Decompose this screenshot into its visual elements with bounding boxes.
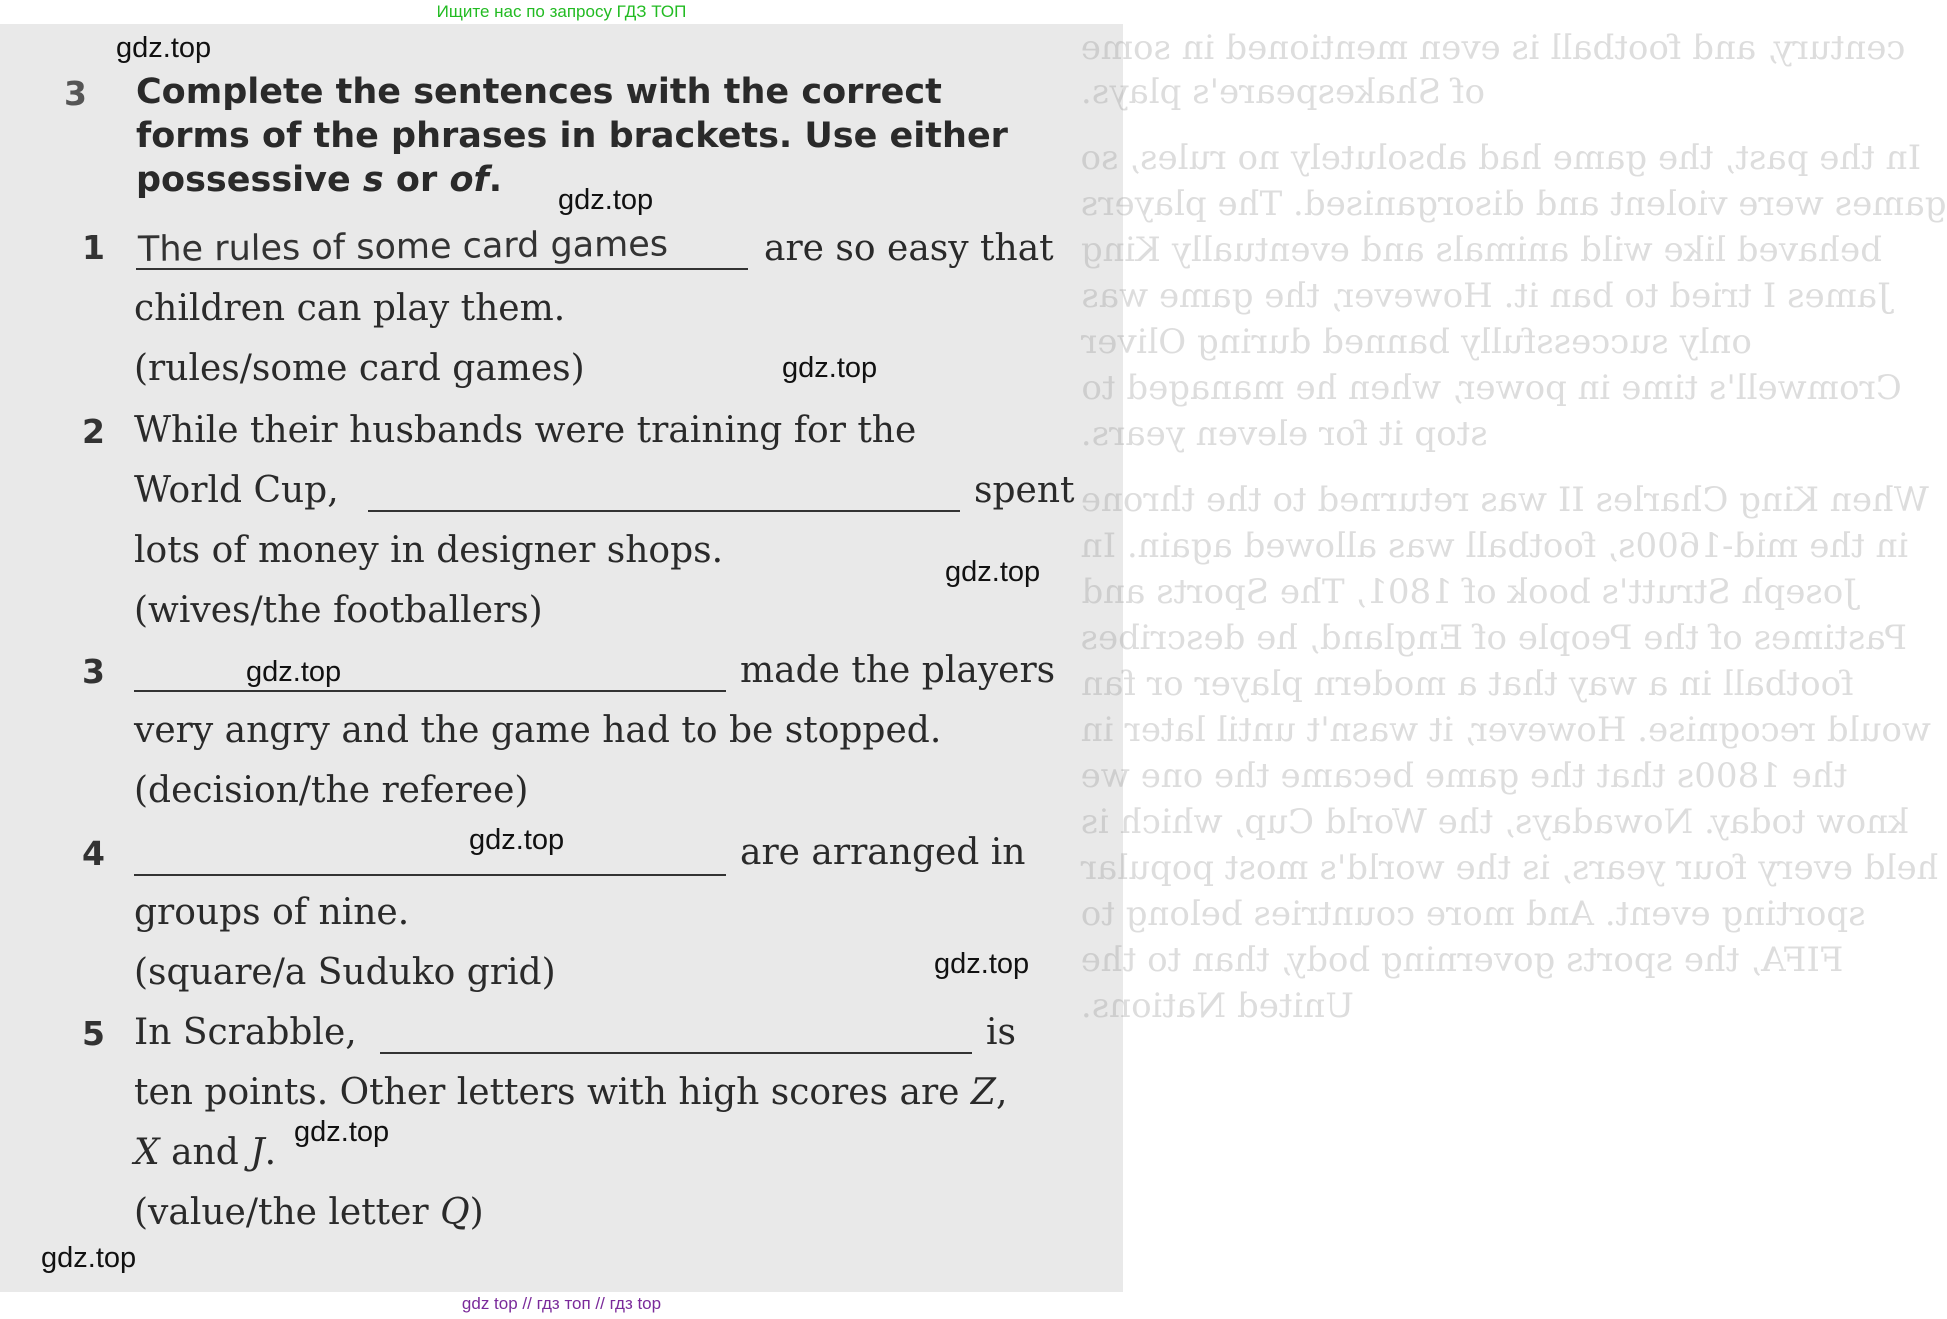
item-number-4: 4 [82, 834, 105, 873]
item-number-2: 2 [82, 412, 105, 451]
item-5-hint [134, 1192, 484, 1233]
watermark: gdz.top [246, 656, 342, 688]
item-2-hint: (wives/the footballers) [134, 590, 543, 631]
watermark: gdz.top [782, 352, 878, 384]
item-4-text: are arranged in [740, 832, 1026, 873]
watermark: gdz.top [945, 556, 1041, 588]
instruction-line: forms of the phrases in brackets. Use either [136, 116, 1008, 156]
watermark: gdz.top [294, 1116, 390, 1148]
instruction-text: or [383, 160, 450, 200]
item-number-5: 5 [82, 1014, 105, 1053]
item-5-letter-j: J [250, 1132, 265, 1173]
bleed-through-line: FIFA, the sports governing body, than to the [1081, 940, 1844, 980]
answer-blank-2[interactable] [368, 510, 960, 512]
item-5-hint-part: ) [469, 1192, 484, 1233]
bottom-banner[interactable]: gdz top // гдз топ // гдз top [461, 1294, 662, 1313]
bleed-through-line: When King Charles II was returned to the throne [1081, 480, 1929, 520]
top-banner[interactable]: Ищите нас по запросу ГДЗ ТОП [436, 2, 687, 21]
item-3-hint: (decision/the referee) [134, 770, 529, 811]
item-2-text: lots of money in designer shops. [134, 530, 724, 571]
item-5-text: In Scrabble, [134, 1012, 357, 1053]
item-5-letter-q: Q [440, 1192, 470, 1233]
item-1-text: children can play them. [134, 288, 566, 329]
item-number-3: 3 [82, 652, 105, 691]
bleed-through-line: James I tried to ban it. However, the game was [1081, 276, 1891, 316]
instruction-line: Complete the sentences with the correct [136, 72, 942, 112]
bleed-through-line: only successfully banned during Oliver [1081, 322, 1752, 362]
item-2-text: spent [974, 470, 1075, 511]
bleed-through-line: stop it for eleven years. [1081, 414, 1488, 454]
bleed-through-line: Cromwell's time in power, when he managed to [1081, 368, 1902, 408]
item-1-text: are so easy that [764, 228, 1054, 269]
bleed-through-line: In the past, the game had absolutely no rules, so [1081, 138, 1922, 178]
watermark: gdz.top [469, 824, 565, 856]
answer-blank-1[interactable] [136, 268, 748, 270]
answer-blank-4[interactable] [134, 874, 726, 876]
item-2-text: While their husbands were training for the [134, 410, 917, 451]
watermark: gdz.top [934, 948, 1030, 980]
bleed-through-line: Joseph Strutt's book of 1801, The Sports and [1081, 572, 1857, 612]
item-1-hint: (rules/some card games) [134, 348, 585, 389]
exercise-instructions [136, 70, 1036, 202]
item-3-text: very angry and the game had to be stopped. [134, 710, 942, 751]
watermark: gdz.top [116, 32, 212, 64]
bleed-through-line: football in a way that a modern player or fan [1081, 664, 1854, 704]
bleed-through-line: would recognise. However, it wasn't until later in [1081, 710, 1931, 750]
bleed-through-line: behaved like wild animals and eventually King [1081, 230, 1882, 270]
item-5-letter-z: Z [970, 1072, 996, 1113]
bleed-through-line: games were violent and disorganised. The players [1081, 184, 1947, 224]
bleed-through-line: century, and football is even mentioned in some [1081, 28, 1906, 68]
bleed-through-line: of Shakespeare's plays. [1081, 72, 1485, 112]
watermark: gdz.top [41, 1242, 137, 1274]
bleed-through-line: held every four years, is the world's most popular [1081, 848, 1939, 888]
instruction-italic-of: of [449, 160, 489, 200]
item-5-letter-x: X [134, 1132, 160, 1173]
item-5-text-part: , [995, 1072, 1008, 1113]
answer-blank-3[interactable] [134, 690, 726, 692]
item-5-text [134, 1132, 276, 1173]
handwritten-answer-1: The rules of some card games [137, 224, 669, 270]
item-5-text-part: ten points. Other letters with high scores are [134, 1072, 971, 1113]
item-4-hint: (square/a Suduko grid) [134, 952, 556, 993]
item-5-hint-part: (value/the letter [134, 1192, 441, 1233]
bleed-through-line: sporting event. And more countries belong to [1081, 894, 1866, 934]
bleed-through-line: Pastimes of the People of England, he describes [1081, 618, 1908, 658]
textbook-page-scan [0, 24, 1947, 1292]
bleed-through-line: the 1800s that the game became the one we [1081, 756, 1848, 796]
item-2-text: World Cup, [134, 470, 339, 511]
instruction-text: . [488, 160, 503, 200]
bleed-through-line: United Nations. [1081, 986, 1354, 1026]
bleed-through-line: know today. Nowadays, the World Cup, which is [1081, 802, 1909, 842]
answer-blank-5[interactable] [380, 1052, 972, 1054]
item-3-text: made the players [740, 650, 1056, 691]
watermark: gdz.top [558, 184, 654, 216]
item-5-text: is [986, 1012, 1016, 1053]
item-4-text: groups of nine. [134, 892, 410, 933]
item-number-1: 1 [82, 228, 105, 267]
item-5-text [134, 1072, 1007, 1113]
bleed-through-line: in the mid-1600s, football was allowed again. In [1081, 526, 1909, 566]
item-5-text-part: . [264, 1132, 277, 1173]
item-5-text-part: and [159, 1132, 251, 1173]
instruction-text: possessive [136, 160, 363, 200]
instruction-italic-s: s [362, 160, 384, 200]
exercise-number: 3 [64, 74, 87, 113]
